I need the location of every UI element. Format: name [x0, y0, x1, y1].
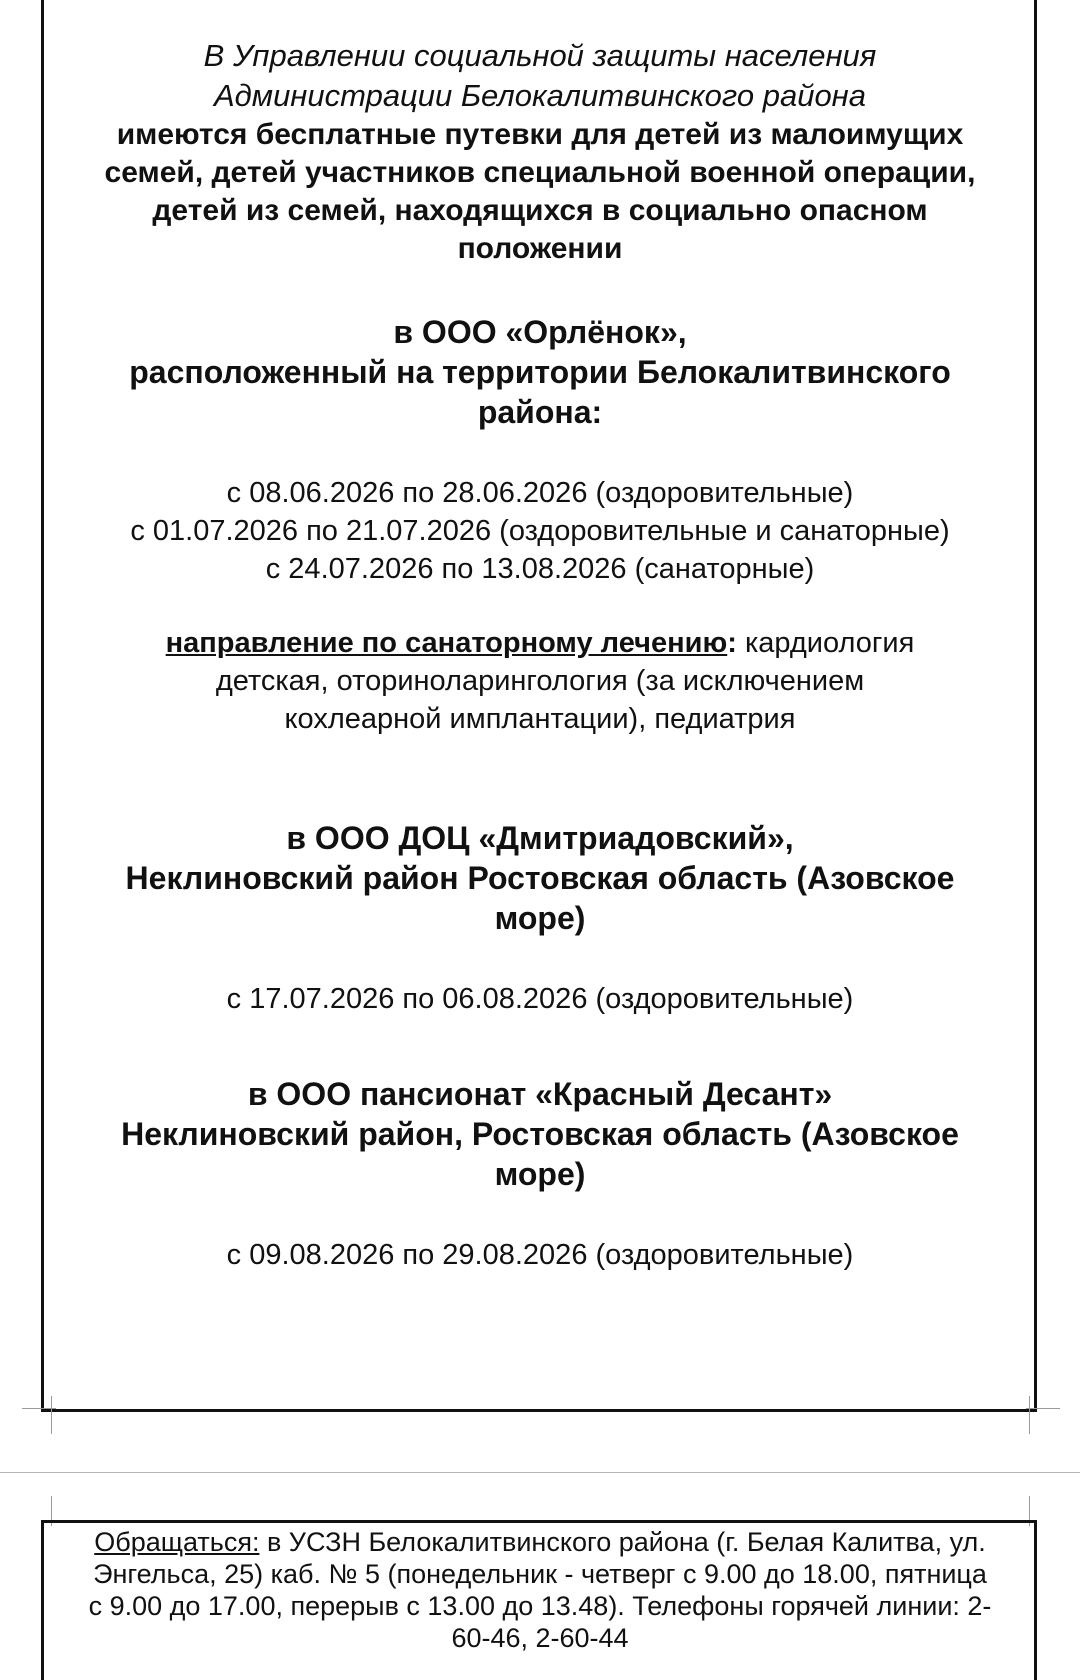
camp-period: с 01.07.2026 по 21.07.2026 (оздоровительные и санаторные): [130, 515, 950, 547]
contact-info: [52, 1526, 1028, 1654]
header-line: Администрации Белокалитвинского района: [214, 78, 866, 113]
contact-text: в УСЗН Белокалитвинского района (г. Белая Калитва, ул.: [259, 1527, 986, 1557]
treatment-direction-text: детская, оториноларингология (за исключением: [215, 665, 865, 697]
camp-location: района:: [477, 394, 603, 430]
camp-period: с 17.07.2026 по 06.08.2026 (оздоровительные): [226, 983, 854, 1015]
treatment-direction-label: направление по санаторному лечению: [165, 627, 728, 659]
header-line: положении: [457, 232, 623, 265]
camp-location: расположенный на территории Белокалитвинского: [129, 354, 951, 390]
treatment-direction-colon: :: [727, 627, 737, 659]
camp-location: море): [494, 900, 586, 936]
header-line: семей, детей участников специальной военной операции,: [104, 156, 976, 189]
crop-mark: [51, 1396, 52, 1434]
page-separator: [0, 1472, 1080, 1473]
header-line: В Управлении социальной защиты населения: [203, 38, 877, 73]
camp-name: в ООО «Орлёнок»,: [393, 314, 687, 350]
camp-location: море): [494, 1156, 586, 1192]
crop-mark: [1026, 1408, 1060, 1409]
camp-period: с 24.07.2026 по 13.08.2026 (санаторные): [265, 553, 815, 585]
treatment-direction: [50, 624, 1030, 738]
header-line: детей из семей, находящихся в социально опасном: [152, 194, 928, 227]
contact-text: с 9.00 до 17.00, перерыв с 13.00 до 13.48). Телефоны горячей линии: 2-: [88, 1591, 992, 1621]
header-line: имеются бесплатные путевки для детей из малоимущих: [116, 118, 964, 151]
camp-periods: [50, 474, 1030, 588]
announcement-content: [50, 36, 1030, 1274]
camp-name: в ООО ДОЦ «Дмитриадовский»,: [286, 820, 794, 856]
crop-mark: [1029, 1396, 1030, 1434]
contact-text: Энгельса, 25) каб. № 5 (понедельник - четверг с 9.00 до 18.00, пятница: [93, 1559, 987, 1589]
contact-phones: 60-46, 2-60-44: [451, 1623, 629, 1653]
contact-label: Обращаться:: [94, 1527, 260, 1557]
treatment-direction-text: кардиология: [736, 627, 915, 659]
camp-name: в ООО пансионат «Красный Десант»: [247, 1076, 833, 1112]
treatment-direction-text: кохлеарной имплантации), педиатрия: [284, 703, 796, 735]
camp-location: Неклиновский район, Ростовская область (Азовское: [121, 1116, 959, 1152]
camp-period: с 08.06.2026 по 28.06.2026 (оздоровительные): [226, 477, 854, 509]
camp-period: с 09.08.2026 по 29.08.2026 (оздоровительные): [226, 1239, 854, 1271]
camp-location: Неклиновский район Ростовская область (Азовское: [125, 860, 955, 896]
